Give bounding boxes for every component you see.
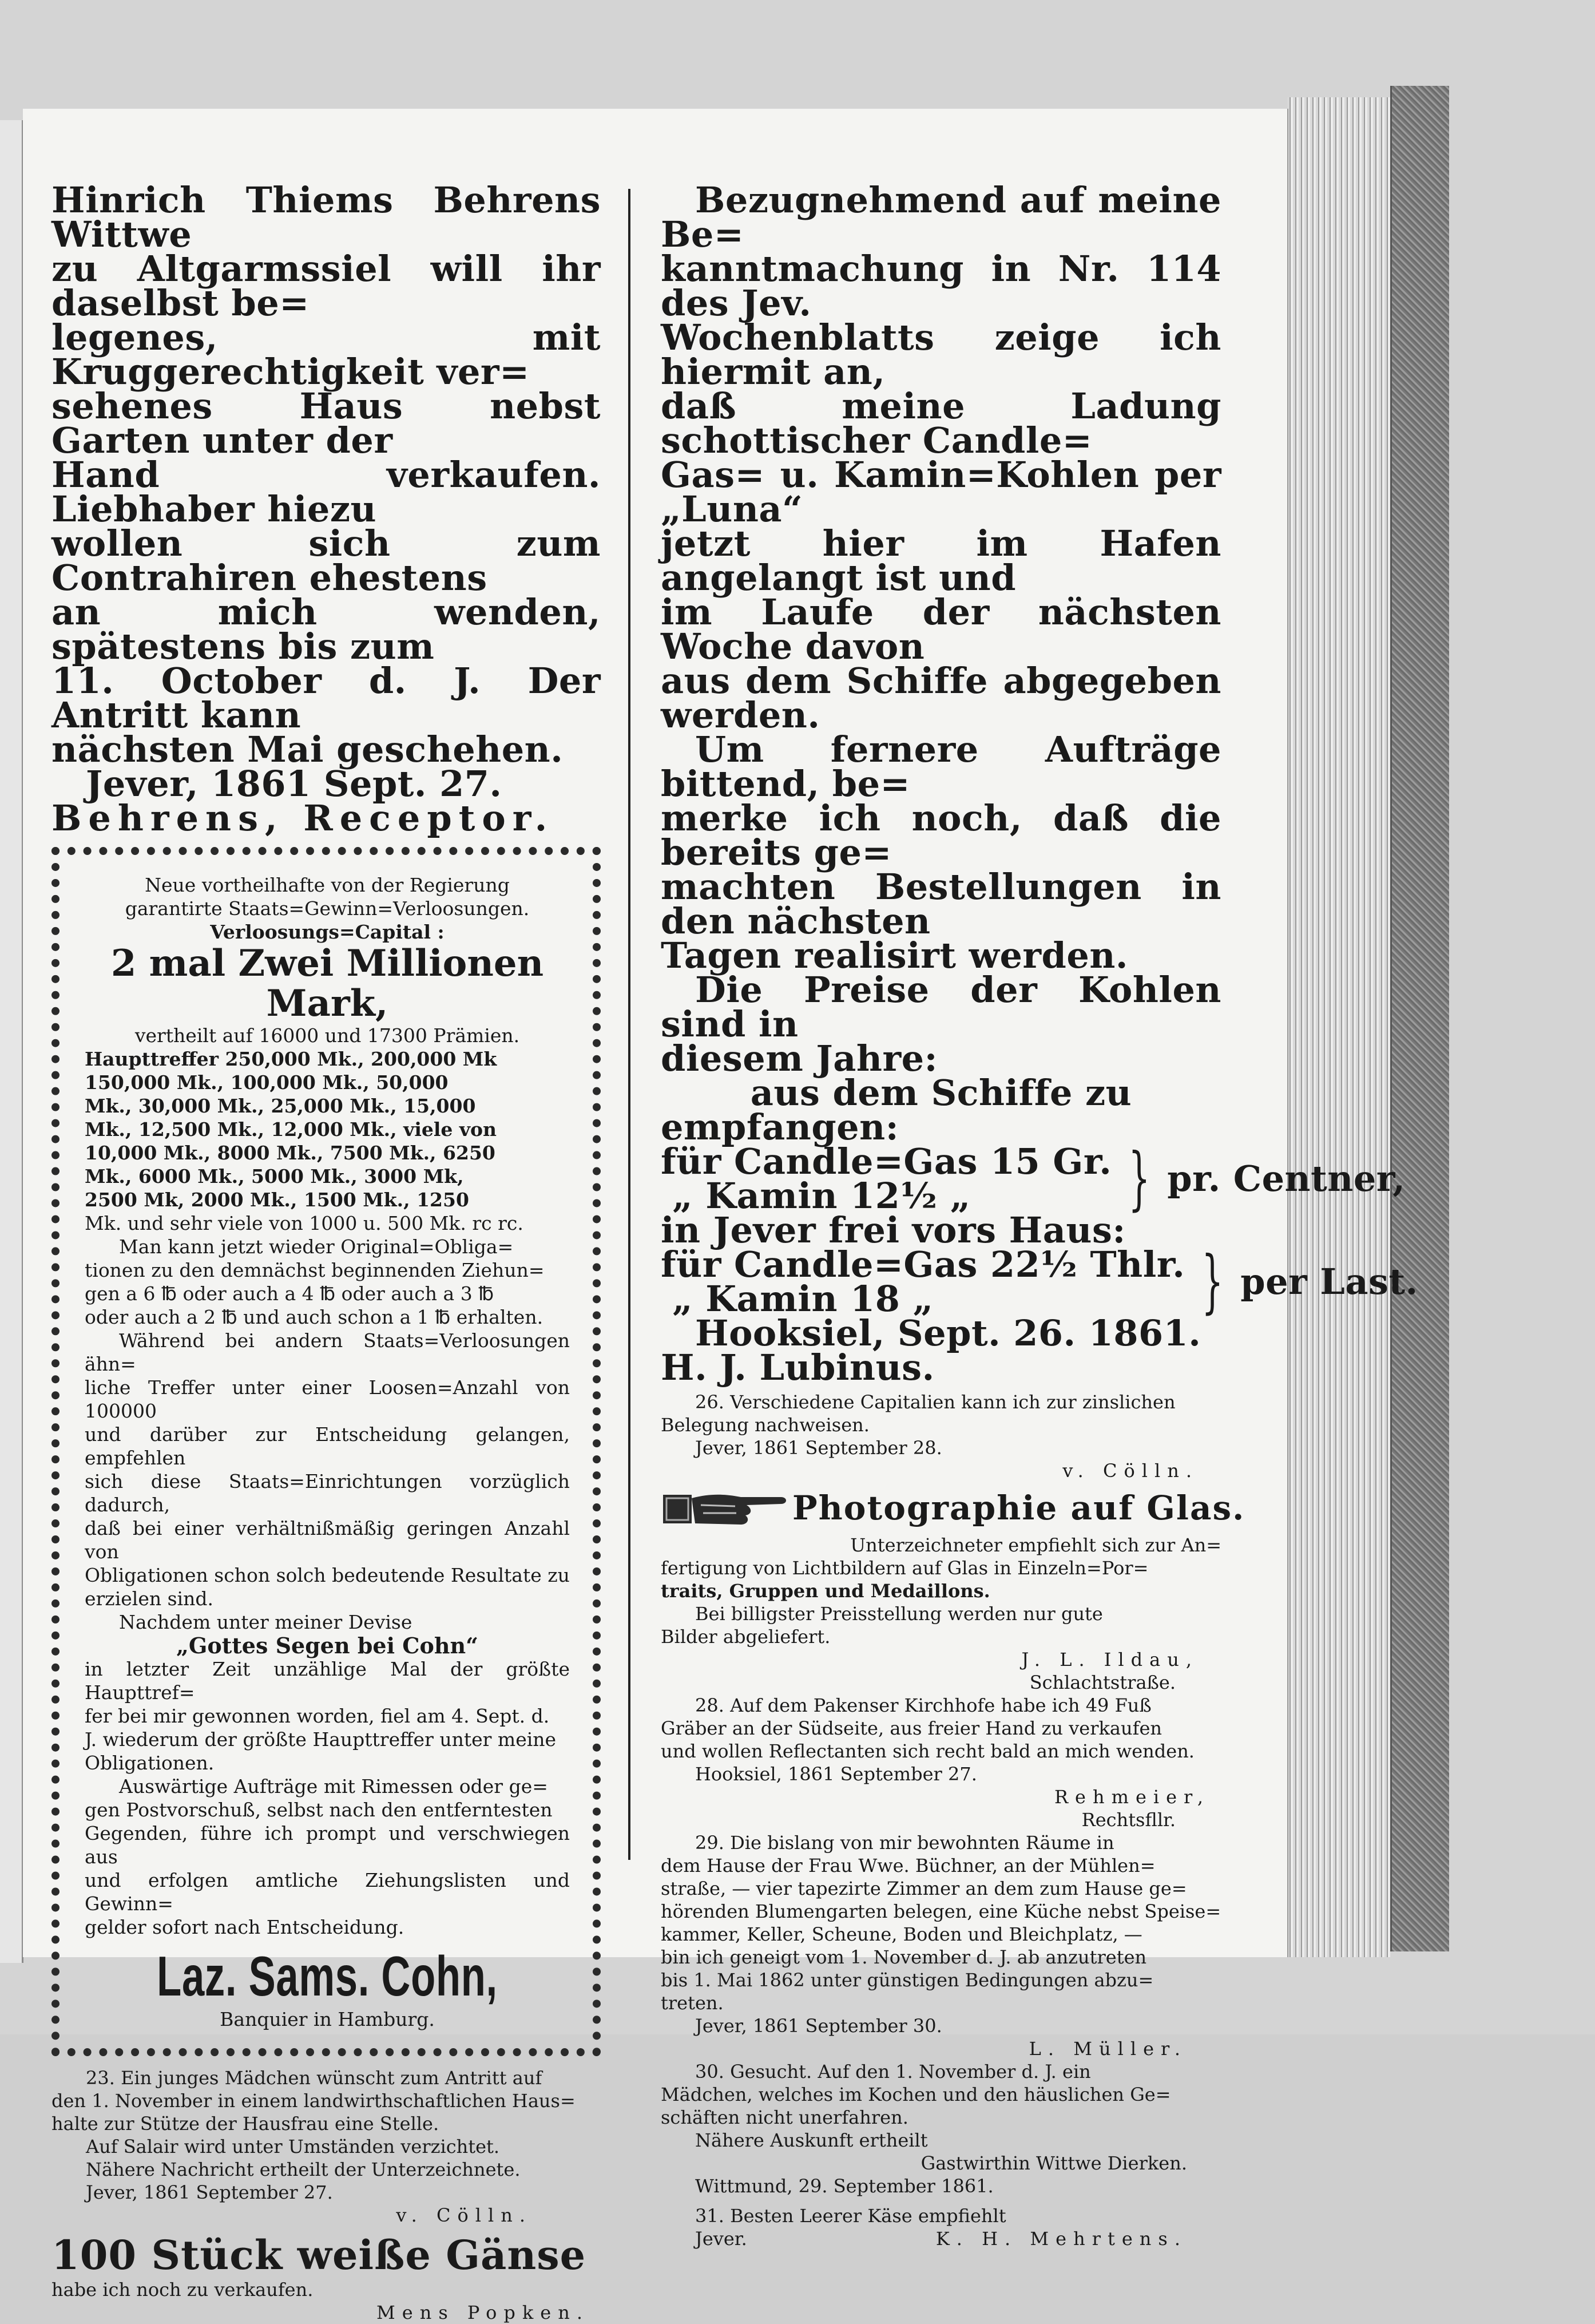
text-line: oder auch a 2 ℔ und auch schon a 1 ℔ erhalten.: [85, 1306, 543, 1328]
text-line: 30. Gesucht. Auf den 1. November d. J. ein: [695, 2061, 1091, 2083]
text-line: legenes, mit Kruggerechtigkeit ver=: [51, 316, 601, 393]
prize-line: Mk. und sehr viele von 1000 u. 500 Mk. rc rc.: [85, 1212, 523, 1234]
text-line: liche Treffer unter einer Loosen=Anzahl von 100000: [85, 1376, 570, 1422]
signature: v. Cölln.: [396, 2204, 532, 2226]
text-line: fertigung von Lichtbildern auf Glas in Einzeln=Por=: [661, 1557, 1149, 1579]
price-unit: per Last.: [1240, 1261, 1418, 1302]
text-line: Um fernere Aufträge bittend, be=: [661, 729, 1221, 805]
text-line: Tagen realisirt werden.: [661, 935, 1129, 976]
text-line: J. wiederum der größte Haupttreffer unter meine: [85, 1728, 557, 1751]
thiems-notice: [51, 179, 601, 839]
signature: Rehmeier,: [1054, 1786, 1210, 1808]
text-line: machten Bestellungen in den nächsten: [661, 866, 1221, 942]
text-line: tionen zu den demnächst beginnenden Ziehun=: [85, 1259, 545, 1281]
text-line: Nähere Auskunft ertheilt: [695, 2129, 928, 2151]
photo-header: [661, 1482, 1245, 1534]
text-line: an mich wenden, spätestens bis zum: [51, 591, 601, 667]
text-line: Neue vortheilhafte von der Regierung: [145, 874, 510, 896]
place-date: Jever, 1861 Sept. 27.: [86, 763, 502, 805]
text-line: Die Preise der Kohlen sind in: [661, 969, 1221, 1045]
text-line: jetzt hier im Hafen angelangt ist und: [661, 522, 1221, 599]
price-unit: pr. Centner,: [1167, 1158, 1406, 1199]
text-line: Hand verkaufen. Liebhaber hiezu: [51, 454, 601, 530]
text-line: gen Postvorschuß, selbst nach den entferntesten: [85, 1799, 553, 1821]
text-line: Gastwirthin Wittwe Dierken.: [921, 2152, 1187, 2174]
text-line: Gas= u. Kamin=Kohlen per „Luna“: [661, 454, 1221, 530]
text-line: gen a 6 ℔ oder auch a 4 ℔ oder auch a 3 ℔: [85, 1282, 494, 1305]
text-line: garantirte Staats=Gewinn=Verloosungen.: [125, 897, 530, 920]
signature: K. H. Mehrtens.: [935, 2228, 1187, 2250]
right-column: [661, 179, 1418, 2250]
place-date: Hooksiel, 1861 September 27.: [695, 1763, 977, 1785]
text-line: Man kann jetzt wieder Original=Obliga=: [119, 1236, 514, 1258]
text-line: kanntmachung in Nr. 114 des Jev.: [661, 248, 1221, 324]
text-line: Wochenblatts zeige ich hiermit an,: [661, 316, 1221, 393]
lottery-advertisement-box: [51, 847, 601, 2056]
role: Rechtsfllr.: [1081, 1809, 1176, 1831]
place-date: Jever, 1861 September 30.: [695, 2015, 942, 2037]
photo-ad: [661, 1482, 1245, 1694]
signature: Behrens, Receptor.: [51, 797, 554, 839]
text-line: und wollen Reflectanten sich recht bald an mich wenden.: [661, 1740, 1195, 1762]
price-row: „ Kamin 12½ „: [672, 1175, 971, 1217]
text-line: und darüber zur Entscheidung gelangen, empfehlen: [85, 1423, 570, 1469]
text-line: Unterzeichneter empfiehlt sich zur An=: [850, 1534, 1221, 1556]
ad-23: [51, 2066, 601, 2227]
text-line: kammer, Keller, Scheune, Boden und Bleichplatz, —: [661, 1923, 1142, 1945]
text-line: halte zur Stütze der Hausfrau eine Stelle.: [51, 2113, 439, 2135]
column-divider: [628, 189, 630, 1860]
text-line: Bei billigster Preisstellung werden nur gute: [695, 1603, 1103, 1625]
text-line: wollen sich zum Contrahiren ehestens: [51, 522, 601, 599]
prize-line: Mk., 6000 Mk., 5000 Mk., 3000 Mk,: [85, 1165, 464, 1187]
prize-line: 10,000 Mk., 8000 Mk., 7500 Mk., 6250: [85, 1142, 495, 1164]
text-line: sich diese Staats=Einrichtungen vorzüglich dadurch,: [85, 1470, 570, 1516]
banker-name: Laz. Sams. Cohn,: [157, 1945, 498, 2008]
text-line: gelder sofort nach Entscheidung.: [85, 1916, 404, 1938]
prize-line: Mk., 12,500 Mk., 12,000 Mk., viele von: [85, 1118, 497, 1141]
street: Schlachtstraße.: [1029, 1672, 1176, 1693]
text-line: Gräber an der Südseite, aus freier Hand zu verkaufen: [661, 1717, 1162, 1739]
text-line: schäften nicht unerfahren.: [661, 2107, 908, 2128]
text-line: und erfolgen amtliche Ziehungslisten und Gewinn=: [85, 1869, 570, 1915]
brace-glyph: }: [1128, 1139, 1151, 1218]
banker-role: Banquier in Hamburg.: [220, 2008, 435, 2030]
brace-glyph: }: [1201, 1242, 1224, 1321]
text-line: nächsten Mai geschehen.: [51, 729, 564, 770]
text-line: diesem Jahre:: [661, 1038, 938, 1079]
text-line: Verloosungs=Capital :: [210, 921, 445, 943]
text-line: 29. Die bislang von mir bewohnten Räume in: [695, 1832, 1114, 1854]
place-date: Wittmund, 29. September 1861.: [695, 2175, 994, 2197]
text-line: Obligationen schon solch bedeutende Resultate zu: [85, 1564, 570, 1586]
text-line: 28. Auf dem Pakenser Kirchhofe habe ich 49 Fuß: [695, 1694, 1152, 1716]
lubinus-notice: [661, 179, 1418, 1388]
price-row: „ Kamin 18 „: [672, 1278, 934, 1320]
text-line: hörenden Blumengarten belegen, eine Küche nebst Speise=: [661, 1901, 1221, 1922]
text-line: fer bei mir gewonnen worden, fiel am 4. Sept. d.: [85, 1705, 550, 1727]
text-line: Gegenden, führe ich prompt und verschwiegen aus: [85, 1822, 570, 1868]
text-line: aus dem Schiffe abgegeben werden.: [661, 660, 1221, 736]
text-line: bin ich geneigt vom 1. November d. J. ab anzutreten: [661, 1946, 1147, 1968]
price-heading: in Jever frei vors Haus:: [661, 1209, 1126, 1251]
text-line: Belegung nachweisen.: [661, 1414, 870, 1436]
signature: Mens Popken.: [376, 2302, 589, 2323]
text-line: Mädchen, welches im Kochen und den häuslichen Ge=: [661, 2084, 1171, 2105]
price-group-jever: [661, 1242, 1418, 1321]
text-line: in letzter Zeit unzählige Mal der größte Haupttref=: [85, 1658, 570, 1704]
text-line: den 1. November in einem landwirthschaftlichen Haus=: [51, 2090, 576, 2112]
text-line: sehenes Haus nebst Garten unter der: [51, 385, 601, 461]
prize-line: Mk., 30,000 Mk., 25,000 Mk., 15,000: [85, 1095, 476, 1117]
book-cover: [1390, 86, 1449, 1951]
text-line: bis 1. Mai 1862 unter günstigen Bedingungen abzu=: [661, 1969, 1154, 1991]
text-line: daß meine Ladung schottischer Candle=: [661, 385, 1221, 461]
ad-31: [661, 2204, 1221, 2250]
text-line: merke ich noch, daß die bereits ge=: [661, 797, 1221, 873]
text-line: habe ich noch zu verkaufen.: [51, 2279, 314, 2301]
text-line: Auf Salair wird unter Umständen verzichtet.: [86, 2136, 500, 2157]
text-line: Bezugnehmend auf meine Be=: [661, 179, 1221, 255]
previous-page-edge: [0, 120, 23, 1963]
ad-31-footer: [661, 2227, 1221, 2250]
text-line: Bilder abgeliefert.: [661, 1626, 831, 1648]
place: Jever.: [695, 2228, 747, 2250]
price-rows: [661, 1244, 1185, 1320]
place-date: Jever, 1861 September 28.: [695, 1437, 942, 1459]
photo-title: Photographie auf Glas.: [792, 1488, 1245, 1527]
left-column: [51, 179, 601, 2324]
place-date: Jever, 1861 September 27.: [86, 2182, 333, 2203]
devise: „Gottes Segen bei Cohn“: [176, 1633, 478, 1658]
lottery-headline: 2 mal Zwei Millionen Mark,: [110, 942, 544, 1025]
prize-line: 2500 Mk, 2000 Mk., 1500 Mk., 1250: [85, 1189, 469, 1211]
price-row: für Candle=Gas 22½ Thlr.: [661, 1244, 1185, 1285]
text-line: zu Altgarmssiel will ihr daselbst be=: [51, 248, 601, 324]
text-line: 31. Besten Leerer Käse empfiehlt: [695, 2205, 1006, 2227]
text-line: Nähere Nachricht ertheilt der Unterzeichnete.: [86, 2159, 521, 2180]
ad-30: [661, 2060, 1221, 2198]
text-line: 11. October d. J. Der Antritt kann: [51, 660, 601, 736]
text-line: Während bei andern Staats=Verloosungen ähn=: [85, 1329, 570, 1375]
text-line: treten.: [661, 1992, 724, 2014]
text-line: Nachdem unter meiner Devise: [119, 1611, 412, 1633]
text-line: 26. Verschiedene Capitalien kann ich zur zinslichen: [695, 1391, 1176, 1413]
pointing-hand-icon: [661, 1482, 792, 1534]
price-group-ship: [661, 1139, 1406, 1218]
price-heading: aus dem Schiffe zu empfangen:: [661, 1072, 1132, 1148]
signature: H. J. Lubinus.: [661, 1347, 935, 1388]
signature: J. L. Ildau,: [1021, 1649, 1199, 1670]
text-line: dem Hause der Frau Wwe. Büchner, an der Mühlen=: [661, 1855, 1156, 1876]
page-stack-edge: [1287, 97, 1390, 1957]
price-rows: [661, 1141, 1112, 1217]
text-line: Auswärtige Aufträge mit Rimessen oder ge=: [119, 1775, 548, 1798]
text-line: daß bei einer verhältnißmäßig geringen Anzahl von: [85, 1517, 570, 1563]
ad-29: [661, 1831, 1221, 2060]
signature: v. Cölln.: [1062, 1460, 1199, 1482]
text-line: Obligationen.: [85, 1752, 215, 1774]
ad-28: [661, 1694, 1221, 1831]
prize-line: 150,000 Mk., 100,000 Mk., 50,000: [85, 1071, 449, 1094]
prize-line: Haupttreffer 250,000 Mk., 200,000 Mk: [85, 1048, 497, 1070]
text-line: im Laufe der nächsten Woche davon: [661, 591, 1221, 667]
text-line: traits, Gruppen und Medaillons.: [661, 1580, 990, 1602]
geese-title: 100 Stück weiße Gänse: [51, 2231, 586, 2279]
text-line: Hinrich Thiems Behrens Wittwe: [51, 179, 601, 255]
signature: L. Müller.: [1029, 2038, 1187, 2060]
text-line: straße, — vier tapezirte Zimmer an dem zum Hause ge=: [661, 1878, 1187, 1899]
text-line: 23. Ein junges Mädchen wünscht zum Antritt auf: [86, 2067, 542, 2089]
text-line: erzielen sind.: [85, 1587, 213, 1610]
text-line: vertheilt auf 16000 und 17300 Prämien.: [134, 1024, 520, 1047]
price-row: für Candle=Gas 15 Gr.: [661, 1141, 1112, 1182]
geese-ad: [51, 2232, 601, 2324]
ad-26: [661, 1391, 1221, 1482]
place-date: Hooksiel, Sept. 26. 1861.: [695, 1312, 1201, 1354]
